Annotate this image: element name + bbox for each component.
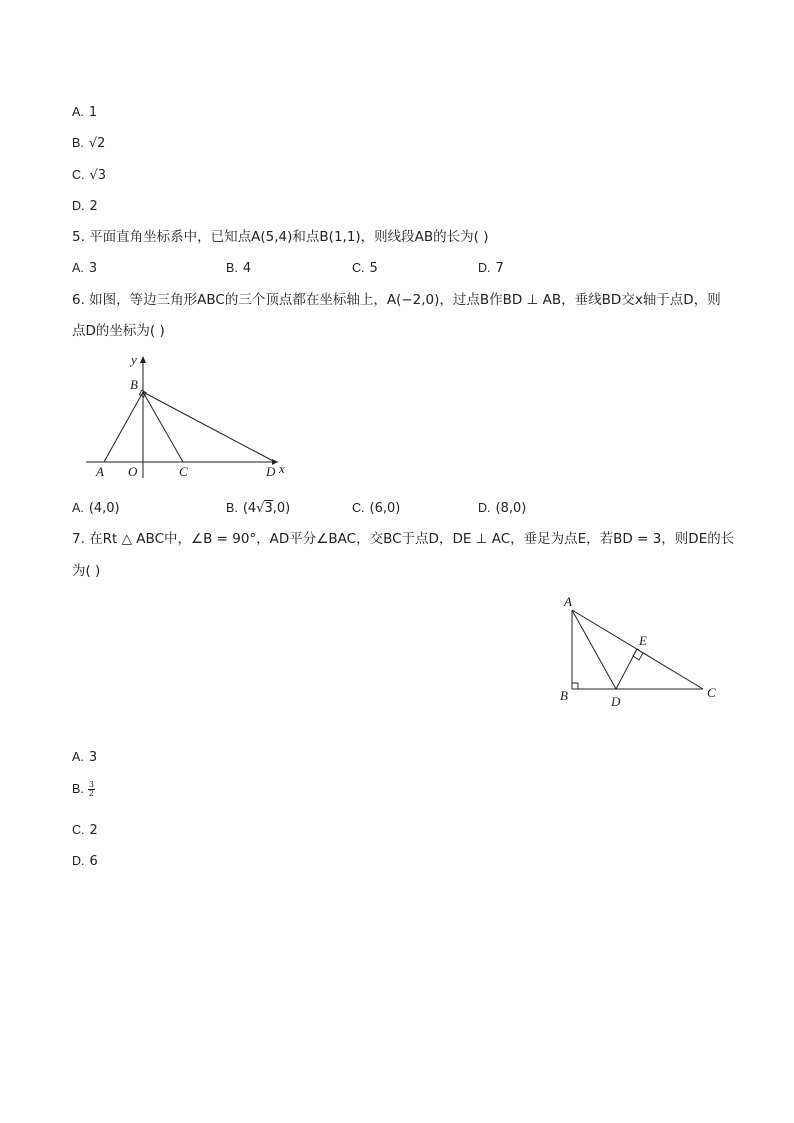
q5-option-c: C. 5 (352, 261, 378, 276)
label-c: C (707, 685, 716, 700)
q7-stem-line2: 为( ) (72, 563, 101, 579)
q4-option-d: D. 2 (72, 199, 98, 214)
y-axis-arrow (140, 356, 146, 363)
q7-option-d: D. 6 (72, 854, 98, 869)
right-angle-mark-b (572, 683, 578, 689)
q6-option-d: D. (8,0) (478, 501, 527, 516)
q4-option-c: C. √3 (72, 168, 107, 183)
label-o: O (128, 464, 138, 479)
q6-stem-line1: 6. 如图，等边三角形ABC的三个顶点都在坐标轴上，A(−2,0)，过点B作BD ⊥ AB，垂线BD交x轴于点D，则 (72, 292, 721, 308)
label-d: D (266, 464, 276, 479)
fraction: $\frac{3}{2}$ (88, 780, 94, 798)
q4-option-b: B. √2 (72, 136, 106, 151)
q5-stem: 5. 平面直角坐标系中，已知点A(5,4)和点B(1,1)，则线段AB的长为( ) (72, 229, 489, 245)
segment-ad (572, 610, 616, 689)
q7-option-b: B. $\frac{3}{2}$ (72, 780, 94, 798)
q5-option-a: A. 3 (72, 261, 98, 276)
label-b: B (130, 377, 138, 392)
q7-option-c: C. 2 (72, 823, 98, 838)
q5-option-d: D. 7 (478, 261, 504, 276)
label-x: x (279, 461, 285, 476)
q6-stem-line2: 点D的坐标为( ) (72, 323, 165, 339)
label-a: A (96, 464, 104, 479)
q4-option-a: A. 1 (72, 105, 98, 120)
label-e: E (639, 633, 647, 648)
q7-stem-line1: 7. 在Rt △ ABC中，∠B = 90°，AD平分∠BAC，交BC于点D，DE ⊥ AC，垂足为点E，若BD = 3，则DE的长 (72, 531, 735, 547)
q7-option-a: A. 3 (72, 750, 98, 765)
q5-option-b: B. 4 (226, 261, 252, 276)
sqrt-expression: √3 (89, 168, 107, 183)
label-a: A (564, 594, 572, 609)
q7-figure (555, 590, 725, 712)
label-c: C (179, 464, 188, 479)
sqrt-expression: √2 (88, 136, 106, 151)
q6-option-b: B. (4√3,0) (226, 501, 291, 516)
label-d: D (611, 694, 621, 709)
q6-option-c: C. (6,0) (352, 501, 401, 516)
label-b: B (560, 688, 568, 703)
q6-option-a: A. (4,0) (72, 501, 120, 516)
q6-figure (80, 348, 300, 480)
label-y: y (131, 352, 137, 367)
segment-ab (104, 392, 143, 462)
